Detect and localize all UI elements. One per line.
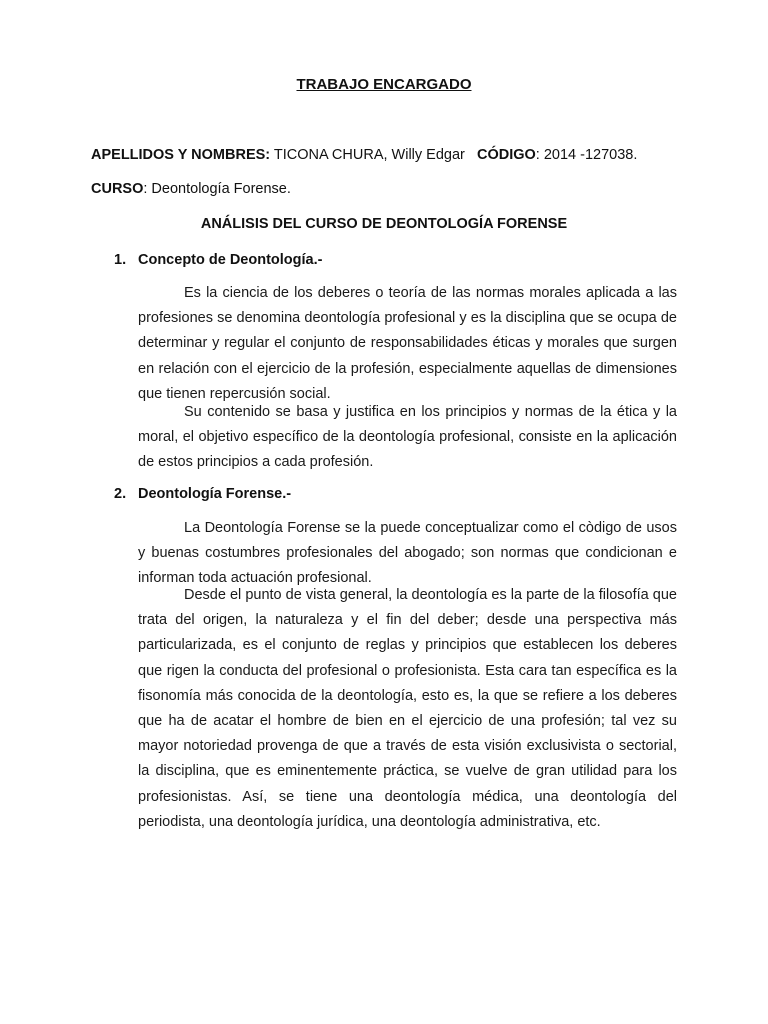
section-heading [114,252,322,268]
paragraph: Desde el punto de vista general, la deontología es la parte de la filosofía que trata del origen, la naturaleza y el fin del deber; desde una perspectiva más particularizada, es el conjunto de reglas y principios que establecen los deberes que rigen la conducta del profesional o profesionista. Esta cara tan específica es la fisonomía más conocida de la deontología, esto es, la que se refiere a los deberes que ha de acatar el hombre de bien en el ejercicio de una profesión; tal vez su mayor notoriedad provenga de que a través de esta visión exclusivista o sectorial, la disciplina, que es eminentemente práctica, se vuelve de gran utilidad para los profesionistas. Así, se tiene una deontología médica, una deontología del periodista, una deontología jurídica, una deontología administrativa, etc. [138,587,677,830]
section-number: 2. [114,486,127,502]
document-subtitle: ANÁLISIS DEL CURSO DE DEONTOLOGÍA FORENSE [200,216,568,232]
course-value: : Deontología Forense. [143,181,291,197]
student-info-line [91,147,637,163]
document-title: TRABAJO ENCARGADO [296,76,472,93]
section-title: Concepto de Deontología.- [138,252,323,268]
name-label: APELLIDOS Y NOMBRES: [91,147,271,163]
course-label: CURSO [91,181,144,197]
code-label: CÓDIGO [476,147,536,163]
paragraph: Es la ciencia de los deberes o teoría de las normas morales aplicada a las profesiones se denomina deontología profesional y es la disciplina que se ocupa de determinar y regular el conjunto de responsabilidades éticas y morales que surgen en relación con el ejercicio de la profesión, especialmente aquellas de dimensiones que tienen repercusión social. [138,285,677,402]
name-value: TICONA CHURA, Willy Edgar [273,147,465,163]
section-title: Deontología Forense.- [138,486,292,502]
course-line [91,181,291,197]
paragraph: Su contenido se basa y justifica en los principios y normas de la ética y la moral, el objetivo específico de la deontología profesional, consiste en la aplicación de estos principios a cada profesión. [138,404,677,471]
paragraph: La Deontología Forense se la puede conceptualizar como el còdigo de usos y buenas costumbres profesionales del abogado; son normas que condicionan e informan toda actuación profesional. [138,520,677,587]
code-value: : 2014 -127038. [535,147,638,163]
section-heading [114,486,291,502]
section-number: 1. [114,252,127,268]
